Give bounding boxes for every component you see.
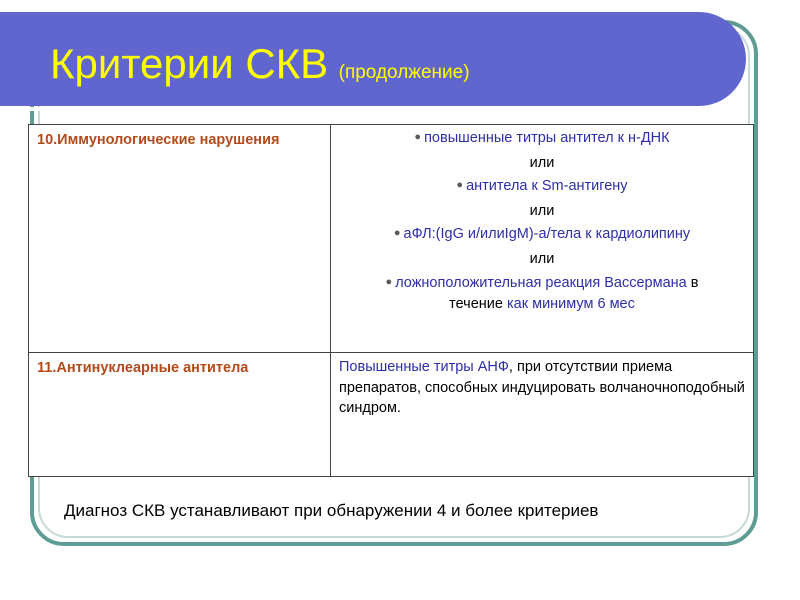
criterion-description	[339, 355, 745, 419]
item-text: ложноположительная реакция Вассермана	[395, 275, 687, 291]
connector-or: или	[529, 250, 555, 267]
item-line2-prefix: течение	[449, 296, 503, 312]
criterion-content-11	[331, 353, 754, 477]
criterion-items	[339, 127, 745, 314]
description-highlight: Повышенные титры АНФ	[339, 359, 509, 375]
description-rest: , при отсутствии приема препаратов, способных индуцировать волчаночноподобный синдром.	[339, 359, 745, 416]
connector-or: или	[529, 154, 555, 171]
criterion-content-10	[331, 125, 754, 353]
table-row	[29, 125, 754, 353]
bullet-icon: ●	[393, 227, 401, 239]
table-row	[29, 353, 754, 477]
title-main: Критерии СКВ	[50, 40, 329, 87]
list-item	[339, 127, 745, 152]
criterion-label-10: 10.Иммунологические нарушения	[29, 125, 331, 353]
title-underline	[0, 107, 708, 111]
item-tail: в	[690, 275, 699, 291]
slide-title	[50, 40, 470, 88]
bullet-icon: ●	[385, 276, 393, 288]
item-line2-highlight: как минимум 6 мес	[507, 296, 635, 312]
connector-or: или	[529, 202, 555, 219]
title-subtitle: (продолжение)	[338, 62, 470, 83]
criterion-label-11: 11.Антинуклеарные антитела	[29, 353, 331, 477]
item-text: антитела к Sm-антигену	[466, 178, 628, 194]
bullet-icon: ●	[456, 179, 464, 191]
bullet-icon: ●	[414, 131, 422, 143]
item-text: аФЛ:(IgG и/илиIgM)-а/тела к кардиолипину	[403, 226, 691, 242]
list-item	[339, 223, 745, 248]
criteria-table	[28, 124, 754, 477]
item-text: повышенные титры антител к н-ДНК	[424, 130, 670, 146]
list-item	[339, 271, 745, 314]
diagnosis-note: Диагноз СКВ устанавливают при обнаружении 4 и более критериев	[64, 501, 599, 520]
list-item	[339, 175, 745, 200]
